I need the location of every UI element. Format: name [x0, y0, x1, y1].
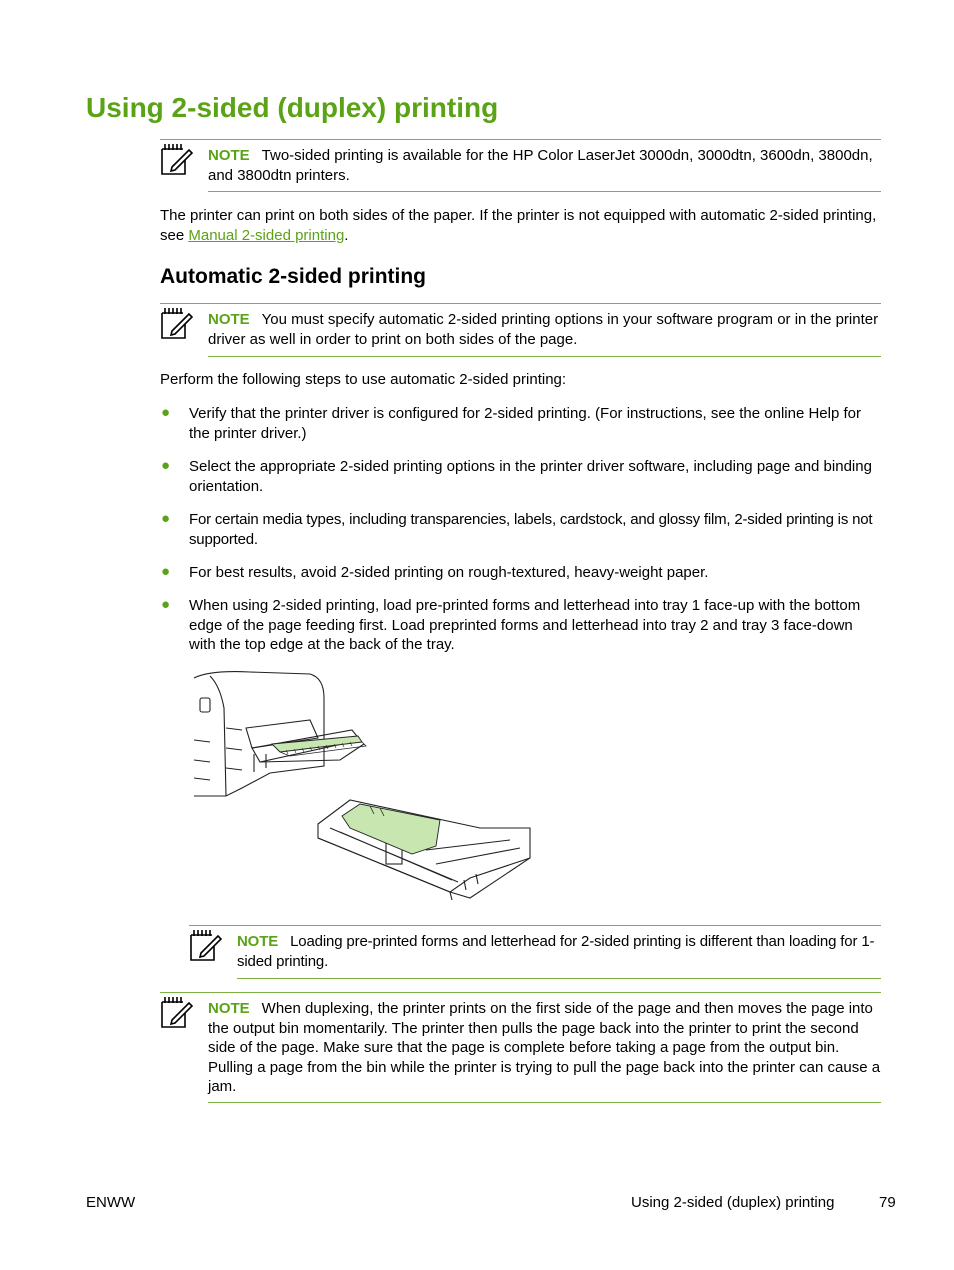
note-label: NOTE — [208, 1000, 250, 1017]
footer-left: ENWW — [86, 1194, 136, 1211]
note-4-text: When duplexing, the printer prints on the first side of the page and then moves the page into the output bin momentarily. The printer then pulls the page back into the printer to print the second side of the page. Make sure that the page is complete before taking a page from the output bin. Pulling a page from the bin while the printer is trying to pull the page back into the printer can cause a jam. — [208, 1000, 881, 1095]
note-2 — [208, 310, 881, 349]
note-rule-top — [160, 139, 881, 140]
bullet-icon: ● — [161, 404, 171, 421]
bullet-item-2: Select the appropriate 2-sided printing options in the printer driver software, including page and binding orientation. — [189, 458, 872, 495]
page-number: 79 — [879, 1194, 896, 1211]
bullet-icon: ● — [161, 563, 171, 580]
note-3 — [237, 932, 883, 971]
intro-end: . — [344, 226, 349, 244]
note-icon — [159, 307, 193, 341]
bullet-item-5: When using 2-sided printing, load pre-printed forms and letterhead into tray 1 face-up with the bottom edge of the page feeding first. Load preprinted forms and letterhead into tray 2 and tray 3 face-down with the top edge at the back of the tray. — [189, 597, 861, 653]
note-rule-top — [160, 303, 881, 304]
note-rule-bottom — [208, 356, 881, 357]
note-label: NOTE — [208, 147, 250, 164]
section-heading: Automatic 2-sided printing — [160, 265, 427, 288]
manual-duplex-link[interactable]: Manual 2-sided printing — [188, 226, 345, 244]
note-3-text: Loading pre-printed forms and letterhead for 2-sided printing is different than loading for 1-sided printing. — [237, 933, 875, 970]
note-1 — [208, 146, 881, 185]
note-icon — [159, 996, 193, 1030]
steps-intro: Perform the following steps to use automatic 2-sided printing: — [160, 371, 567, 388]
bullet-item-1: Verify that the printer driver is configured for 2-sided printing. (For instructions, see the online Help for the printer driver.) — [189, 405, 861, 442]
note-icon — [159, 143, 193, 177]
note-rule-bottom — [237, 978, 881, 979]
bullet-item-4: For best results, avoid 2-sided printing on rough-textured, heavy-weight paper. — [189, 564, 709, 581]
page-title: Using 2-sided (duplex) printing — [86, 92, 499, 123]
note-label: NOTE — [237, 933, 279, 950]
note-rule-top — [160, 992, 881, 993]
note-icon — [188, 929, 222, 963]
note-rule-top — [189, 925, 881, 926]
bullet-icon: ● — [161, 510, 171, 527]
paper-tray-2 — [342, 804, 440, 854]
bullet-icon: ● — [161, 457, 171, 474]
note-2-text: You must specify automatic 2-sided printing options in your software program or in the printer driver as well in order to print on both sides of the page. — [208, 311, 879, 348]
tray-loading-illustration — [190, 668, 540, 900]
note-rule-bottom — [208, 1102, 881, 1103]
note-rule-bottom — [208, 191, 881, 192]
intro-paragraph — [160, 206, 881, 245]
note-4 — [208, 999, 883, 1097]
intro-text: The printer can print on both sides of the paper. If the printer is not equipped with automatic 2-sided printing, see — [160, 207, 877, 244]
footer-section: Using 2-sided (duplex) printing — [631, 1194, 835, 1211]
note-1-text: Two-sided printing is available for the HP Color LaserJet 3000dn, 3000dtn, 3600dn, 3800dn, and 3800dtn printers. — [208, 147, 873, 184]
bullet-icon: ● — [161, 596, 171, 613]
note-label: NOTE — [208, 311, 250, 328]
bullet-item-3: For certain media types, including transparencies, labels, cardstock, and glossy film, 2-sided printing is not supported. — [189, 511, 873, 548]
